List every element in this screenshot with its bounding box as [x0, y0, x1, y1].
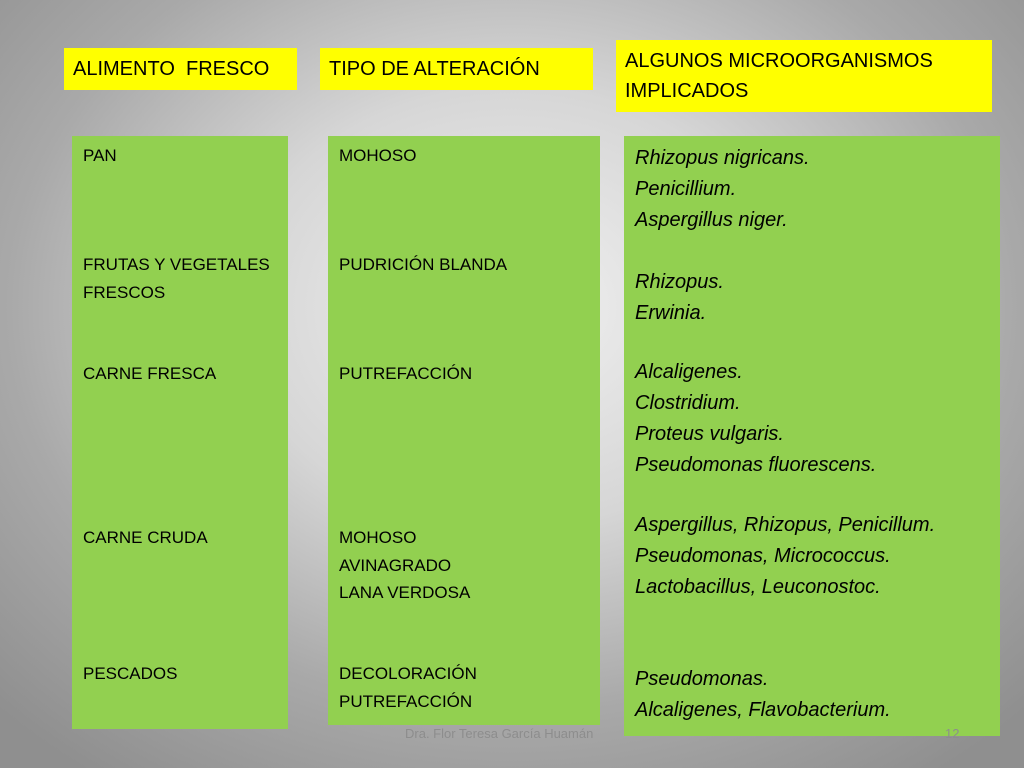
alteration-item-pescados: DECOLORACIÓN PUTREFACCIÓN — [339, 664, 477, 711]
header-tipo-alteracion — [320, 48, 593, 90]
alteration-item-frutas-vegetales: PUDRICIÓN BLANDA — [339, 255, 508, 274]
food-item-carne-fresca: CARNE FRESCA — [83, 364, 217, 383]
food-item-pan: PAN — [83, 146, 117, 165]
header-tipo-alteracion-label: TIPO DE ALTERACIÓN — [329, 58, 540, 80]
microorganisms-item-pan: Rhizopus nigricans. Penicillium. Aspergillus niger. — [635, 147, 810, 231]
alteration-item-pan: MOHOSO — [339, 146, 417, 165]
food-item-pescados: PESCADOS — [83, 664, 178, 683]
microorganisms-item-carne-cruda: Aspergillus, Rhizopus, Penicillum. Pseudomonas, Micrococcus. Lactobacillus, Leuconostoc. — [635, 514, 936, 598]
food-column-panel — [72, 136, 288, 729]
alteration-item-carne-fresca: PUTREFACCIÓN — [339, 364, 473, 383]
footer-author: Dra. Flor Teresa García Huamán — [405, 726, 594, 741]
header-microorganismos — [616, 40, 992, 112]
alteration-item-carne-cruda: MOHOSO AVINAGRADO LANA VERDOSA — [339, 528, 471, 602]
microorganisms-column-panel — [624, 136, 1000, 736]
food-item-carne-cruda: CARNE CRUDA — [83, 528, 208, 547]
header-alimento-fresco-label: ALIMENTO FRESCO — [73, 58, 270, 80]
microorganisms-item-frutas-vegetales: Rhizopus. Erwinia. — [635, 271, 724, 324]
header-alimento-fresco — [64, 48, 297, 90]
microorganisms-item-carne-fresca: Alcaligenes. Clostridium. Proteus vulgaris. Pseudomonas fluorescens. — [635, 361, 877, 476]
header-microorganismos-label: ALGUNOS MICROORGANISMOS IMPLICADOS — [625, 50, 933, 102]
slide-page-number: 12 — [945, 726, 960, 741]
microorganisms-item-pescados: Pseudomonas. Alcaligenes, Flavobacterium. — [635, 668, 891, 721]
alteration-column-panel — [328, 136, 600, 725]
food-item-frutas-vegetales: FRUTAS Y VEGETALES FRESCOS — [83, 255, 270, 302]
